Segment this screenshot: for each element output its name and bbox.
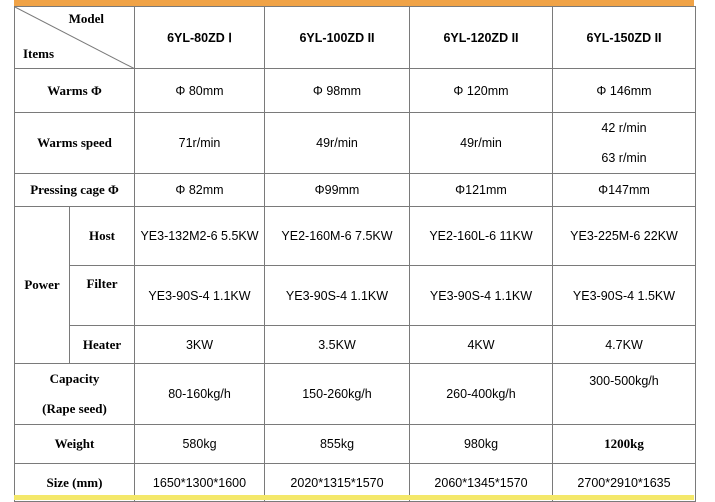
capacity-sublabel: (Rape seed)	[42, 401, 107, 416]
weight-value: 580kg	[135, 425, 265, 464]
warms-value: Φ 146mm	[553, 69, 696, 113]
header-row	[15, 7, 696, 69]
filter-value: YE3-90S-4 1.5KW	[553, 266, 696, 326]
bottom-accent-band	[14, 495, 694, 500]
size-value: 2700*2910*1635	[553, 464, 696, 502]
capacity-label: Capacity	[49, 371, 100, 386]
size-value: 2020*1315*1570	[265, 464, 410, 502]
table-row	[15, 326, 696, 364]
model-label: Model	[68, 11, 104, 26]
model-name: 6YL-150ZD II	[553, 7, 696, 69]
filter-value: YE3-90S-4 1.1KW	[410, 266, 553, 326]
host-value: YE2-160M-6 7.5KW	[265, 207, 410, 266]
table-row	[15, 266, 696, 326]
warms-speed-value-high: 63 r/min	[601, 151, 647, 165]
warms-speed-value: 49r/min	[410, 113, 553, 174]
table-row	[15, 364, 696, 425]
pressing-cage-value: Φ147mm	[553, 174, 696, 207]
capacity-value: 300-500kg/h	[553, 364, 696, 425]
table-row	[15, 69, 696, 113]
warms-value: Φ 98mm	[265, 69, 410, 113]
host-value: YE2-160L-6 11KW	[410, 207, 553, 266]
capacity-value: 150-260kg/h	[265, 364, 410, 425]
host-value: YE3-225M-6 22KW	[553, 207, 696, 266]
table-row	[15, 425, 696, 464]
items-label: Items	[23, 46, 55, 61]
row-label-size: Size (mm)	[15, 464, 135, 502]
sub-label-heater: Heater	[70, 326, 135, 364]
weight-value: 980kg	[410, 425, 553, 464]
pressing-cage-value: Φ121mm	[410, 174, 553, 207]
heater-value: 4KW	[410, 326, 553, 364]
row-label-capacity	[15, 364, 135, 425]
size-value: 2060*1345*1570	[410, 464, 553, 502]
warms-speed-value-low: 42 r/min	[601, 121, 647, 135]
heater-value: 4.7KW	[553, 326, 696, 364]
model-name: 6YL-100ZD II	[265, 7, 410, 69]
row-label-weight: Weight	[15, 425, 135, 464]
pressing-cage-value: Φ99mm	[265, 174, 410, 207]
weight-value: 1200kg	[553, 425, 696, 464]
size-value: 1650*1300*1600	[135, 464, 265, 502]
warms-speed-value: 49r/min	[265, 113, 410, 174]
weight-value: 855kg	[265, 425, 410, 464]
model-name: 6YL-120ZD II	[410, 7, 553, 69]
filter-value: YE3-90S-4 1.1KW	[265, 266, 410, 326]
warms-value: Φ 80mm	[135, 69, 265, 113]
row-label-warms: Warms Φ	[15, 69, 135, 113]
sub-label-host: Host	[70, 207, 135, 266]
row-label-pressing-cage: Pressing cage Φ	[15, 174, 135, 207]
filter-value: YE3-90S-4 1.1KW	[135, 266, 265, 326]
table-row	[15, 174, 696, 207]
row-label-warms-speed: Warms speed	[15, 113, 135, 174]
pressing-cage-value: Φ 82mm	[135, 174, 265, 207]
sub-label-filter: Filter	[70, 266, 135, 326]
model-name: 6YL-80ZD Ⅰ	[135, 7, 265, 69]
heater-value: 3KW	[135, 326, 265, 364]
table-row	[15, 113, 696, 174]
capacity-value: 260-400kg/h	[410, 364, 553, 425]
warms-speed-value	[553, 113, 696, 174]
row-label-power: Power	[15, 207, 70, 364]
host-value: YE3-132M2-6 5.5KW	[135, 207, 265, 266]
warms-speed-value: 71r/min	[135, 113, 265, 174]
heater-value: 3.5KW	[265, 326, 410, 364]
header-diagonal-cell	[15, 7, 135, 69]
capacity-value: 80-160kg/h	[135, 364, 265, 425]
spec-table	[14, 6, 696, 502]
table-row	[15, 207, 696, 266]
warms-value: Φ 120mm	[410, 69, 553, 113]
